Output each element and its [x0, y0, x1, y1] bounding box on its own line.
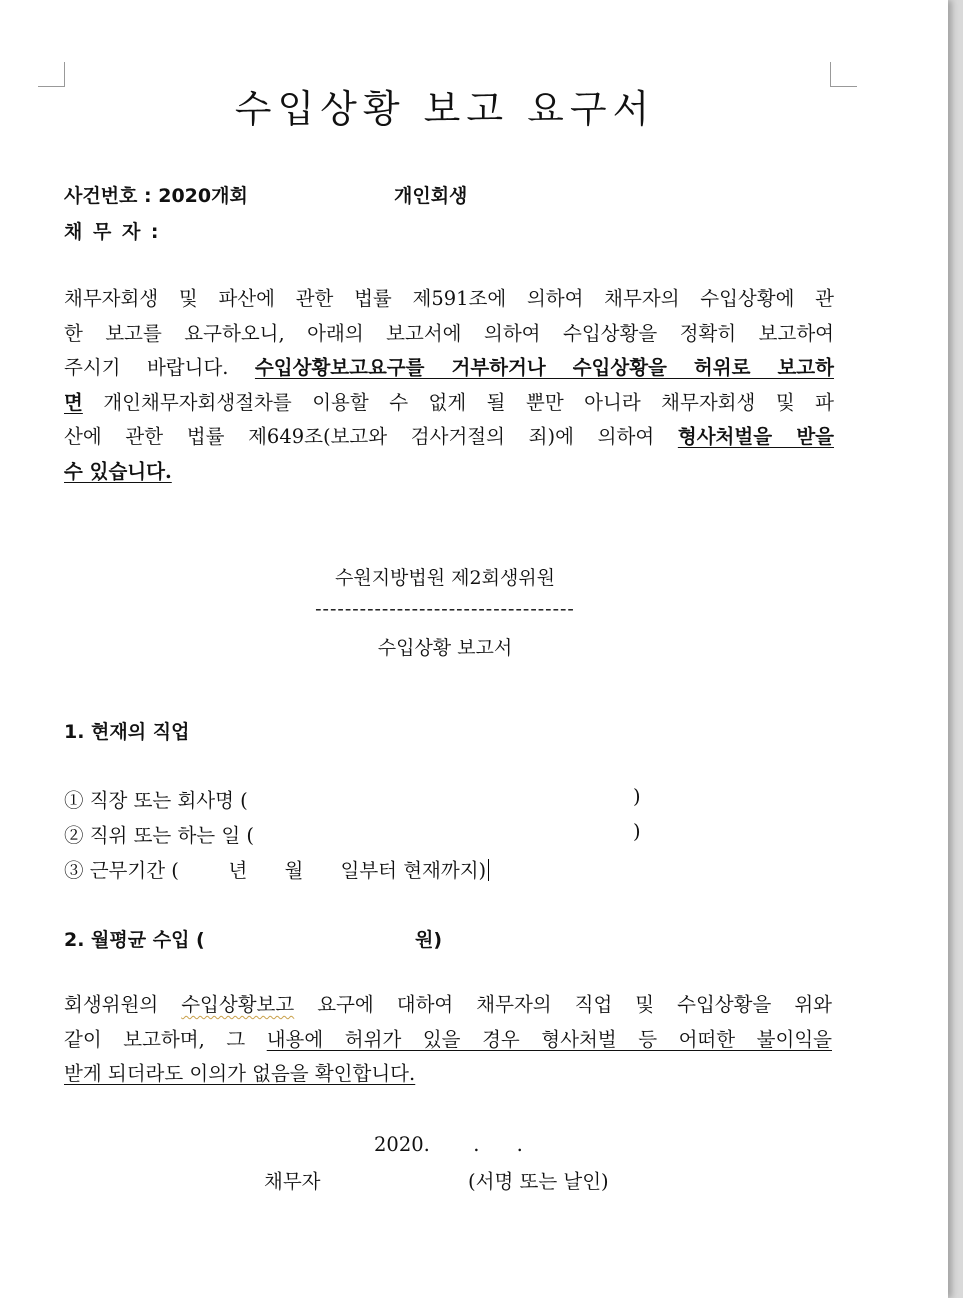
intro-line-5-text: 산에 관한 법률 제649조(보고와 검사거절의 죄)에 의하여: [64, 425, 678, 448]
intro-line-2: 한 보고를 요구하오니, 아래의 보고서에 의하여 수입상황을 정확히 보고하여: [64, 321, 834, 345]
workplace-label: ① 직장 또는 회사명 (: [64, 789, 248, 812]
closing-line-1-b: 수입상황보고: [181, 993, 295, 1016]
closing-line-1: [64, 988, 832, 1023]
closing-line-2-a: 같이 보고하며, 그: [64, 1027, 267, 1051]
closing-line-3: [64, 1057, 832, 1092]
intro-line-3-text: 주시기 바랍니다.: [64, 356, 255, 379]
intro-line-5: [64, 420, 834, 455]
signer-label: 채무자: [264, 1170, 321, 1193]
debtor-label: 채 무 자 :: [64, 221, 161, 243]
signature-note: (서명 또는 날인): [468, 1170, 609, 1193]
court-name: 수원지방법원 제2회생위원: [334, 567, 556, 589]
intro-line-4-text: 개인채무자회생절차를 이용할 수 없게 될 뿐만 아니라 채무자회생 및 파: [82, 390, 834, 414]
divider-line: -----------------------------------: [315, 598, 575, 620]
case-type: 개인회생: [394, 185, 468, 207]
intro-line-6: [64, 455, 834, 490]
penalty-text-2: 수 있습니다.: [64, 459, 172, 483]
employment-period-text: ③ 근무기간 ( 년 월 일부터 현재까지): [64, 859, 487, 882]
intro-line-3: [64, 351, 834, 386]
intro-paragraph: [64, 282, 834, 489]
intro-line-4: [64, 386, 834, 421]
warning-text-1: 수입상황보고요구를 거부하거나 수입상황을 허위로 보고하: [254, 356, 834, 379]
section1-heading: 1. 현재의 직업: [64, 721, 190, 743]
employment-period: [64, 855, 489, 883]
position-close: ): [633, 820, 641, 843]
warning-text-2: 면: [64, 390, 83, 414]
income-unit: 원): [415, 929, 443, 951]
position-label: ② 직위 또는 하는 일 (: [64, 824, 254, 847]
intro-line-1: 채무자회생 및 파산에 관한 법률 제591조에 의하여 채무자의 수입상황에 관: [64, 287, 834, 310]
case-number-label: 사건번호 : 2020개회: [64, 185, 248, 207]
closing-line-2: [64, 1023, 832, 1058]
report-date: 2020. . .: [374, 1133, 523, 1156]
text-cursor: [488, 859, 489, 881]
penalty-text-1: 형사처벌을 받을: [677, 425, 834, 448]
section2-heading: 2. 월평균 수입 (: [64, 929, 205, 951]
closing-line-2-b: 내용에 허위가 있을 경우 형사처벌 등 어떠한 불이익을: [266, 1027, 832, 1051]
closing-paragraph: [64, 988, 832, 1092]
document-title: 수입상황 보고 요구서: [234, 87, 656, 131]
report-title: 수입상황 보고서: [377, 637, 513, 659]
workplace-close: ): [633, 785, 641, 808]
closing-line-1-a: 회생위원의: [64, 993, 182, 1016]
closing-line-3-text: 받게 되더라도 이의가 없음을 확인합니다.: [64, 1062, 416, 1085]
closing-line-1-c: 요구에 대하여 채무자의 직업 및 수입상황을 위와: [294, 993, 832, 1016]
